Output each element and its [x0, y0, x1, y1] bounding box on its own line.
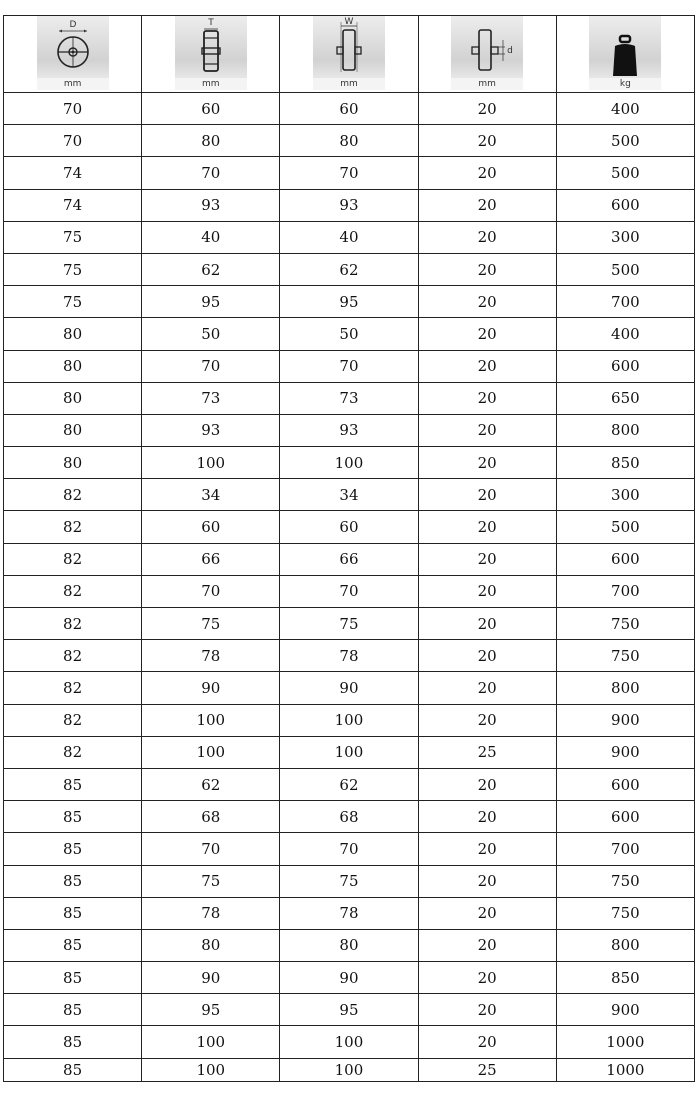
table-row: [4, 929, 695, 961]
svg-text:T: T: [208, 18, 214, 28]
table-row: [4, 93, 695, 125]
diameter-cell: 75: [4, 221, 142, 253]
diameter-cell: 75: [4, 286, 142, 318]
header-axle-diameter: [418, 16, 556, 93]
tread-width-cell: 70: [142, 833, 280, 865]
hub-width-cell: 34: [280, 479, 418, 511]
axle-diameter-cell: 20: [418, 575, 556, 607]
diameter-cell: 70: [4, 93, 142, 125]
tread-width-cell: 60: [142, 511, 280, 543]
table-row: [4, 1026, 695, 1058]
tread-width-cell: 100: [142, 447, 280, 479]
load-cell: 300: [556, 221, 694, 253]
load-cell: 500: [556, 125, 694, 157]
axle-diameter-cell: 20: [418, 543, 556, 575]
tread-width-cell: 60: [142, 93, 280, 125]
load-cell: 600: [556, 543, 694, 575]
axle-diameter-cell: 20: [418, 125, 556, 157]
tread-width-cell: 50: [142, 318, 280, 350]
table-row: [4, 704, 695, 736]
spec-table: [3, 15, 695, 1082]
load-cell: 750: [556, 865, 694, 897]
load-cell: 1000: [556, 1058, 694, 1081]
hub-width-cell: 75: [280, 608, 418, 640]
hub-width-cell: 93: [280, 414, 418, 446]
table-row: [4, 382, 695, 414]
table-row: [4, 768, 695, 800]
diameter-cell: 70: [4, 125, 142, 157]
hub-width-cell: 95: [280, 994, 418, 1026]
diameter-cell: 85: [4, 1026, 142, 1058]
hub-width-cell: 78: [280, 897, 418, 929]
load-cell: 700: [556, 575, 694, 607]
load-cell: 600: [556, 801, 694, 833]
load-cell: 800: [556, 414, 694, 446]
hub-width-cell: 95: [280, 286, 418, 318]
axle-diameter-cell: 20: [418, 640, 556, 672]
axle-diameter-cell: 20: [418, 286, 556, 318]
tread-width-cell: 95: [142, 994, 280, 1026]
table-row: [4, 479, 695, 511]
hub-width-cell: 100: [280, 1058, 418, 1081]
svg-text:d: d: [507, 46, 514, 56]
load-cell: 500: [556, 157, 694, 189]
tread-width-cell: 80: [142, 125, 280, 157]
diameter-cell: 80: [4, 350, 142, 382]
tread-width-cell: 70: [142, 575, 280, 607]
load-cell: 1000: [556, 1026, 694, 1058]
hub-width-cell: 68: [280, 801, 418, 833]
diameter-cell: 85: [4, 929, 142, 961]
diameter-cell: 85: [4, 801, 142, 833]
table-row: [4, 672, 695, 704]
spec-table-header: [4, 16, 695, 93]
header-load: [556, 16, 694, 93]
load-cell: 900: [556, 736, 694, 768]
tread-width-cell: 62: [142, 253, 280, 285]
load-cell: 650: [556, 382, 694, 414]
axle-diameter-cell: 20: [418, 447, 556, 479]
load-cell: 800: [556, 672, 694, 704]
hub-width-cell: 90: [280, 672, 418, 704]
diameter-cell: 85: [4, 897, 142, 929]
tread-width-cell: 70: [142, 157, 280, 189]
diameter-cell: 85: [4, 865, 142, 897]
weight-load-icon: [589, 16, 661, 78]
axle-diameter-cell: 20: [418, 929, 556, 961]
table-row: [4, 736, 695, 768]
axle-diameter-cell: 20: [418, 93, 556, 125]
tread-width-cell: 78: [142, 640, 280, 672]
table-row: [4, 543, 695, 575]
table-row: [4, 286, 695, 318]
unit-label: mm: [175, 78, 247, 90]
axle-diameter-cell: 20: [418, 1026, 556, 1058]
hub-width-cell: 100: [280, 1026, 418, 1058]
hub-width-cell: 62: [280, 253, 418, 285]
axle-diameter-cell: 20: [418, 801, 556, 833]
axle-diameter-cell: 20: [418, 414, 556, 446]
wheel-diameter-icon: [37, 16, 109, 78]
hub-width-cell: 70: [280, 157, 418, 189]
axle-diameter-cell: 20: [418, 994, 556, 1026]
hub-width-cell: 90: [280, 962, 418, 994]
table-row: [4, 157, 695, 189]
axle-diameter-cell: 25: [418, 1058, 556, 1081]
load-cell: 750: [556, 640, 694, 672]
hub-width-cell: 70: [280, 833, 418, 865]
diameter-cell: 74: [4, 189, 142, 221]
load-cell: 850: [556, 962, 694, 994]
diameter-cell: 85: [4, 962, 142, 994]
axle-diameter-cell: 20: [418, 479, 556, 511]
load-cell: 400: [556, 93, 694, 125]
hub-width-cell: 62: [280, 768, 418, 800]
unit-label: kg: [589, 78, 661, 90]
axle-diameter-icon: [451, 16, 523, 78]
load-cell: 600: [556, 189, 694, 221]
axle-diameter-cell: 20: [418, 157, 556, 189]
load-cell: 800: [556, 929, 694, 961]
axle-diameter-cell: 20: [418, 962, 556, 994]
diameter-cell: 80: [4, 318, 142, 350]
tread-width-cell: 95: [142, 286, 280, 318]
header-diameter: [4, 16, 142, 93]
load-cell: 900: [556, 994, 694, 1026]
axle-diameter-cell: 20: [418, 253, 556, 285]
load-cell: 700: [556, 286, 694, 318]
table-row: [4, 640, 695, 672]
wheel-tread-width-icon: [175, 16, 247, 78]
diameter-cell: 85: [4, 994, 142, 1026]
tread-width-cell: 40: [142, 221, 280, 253]
table-row: [4, 189, 695, 221]
hub-width-cell: 70: [280, 350, 418, 382]
load-cell: 400: [556, 318, 694, 350]
diameter-cell: 82: [4, 736, 142, 768]
diameter-cell: 80: [4, 382, 142, 414]
svg-text:W: W: [344, 17, 354, 27]
table-row: [4, 253, 695, 285]
axle-diameter-cell: 20: [418, 897, 556, 929]
header-hub-width: [280, 16, 418, 93]
table-row: [4, 575, 695, 607]
axle-diameter-cell: 20: [418, 382, 556, 414]
load-cell: 700: [556, 833, 694, 865]
hub-width-cell: 80: [280, 929, 418, 961]
table-row: [4, 511, 695, 543]
load-cell: 300: [556, 479, 694, 511]
table-row: [4, 350, 695, 382]
tread-width-cell: 75: [142, 608, 280, 640]
diameter-cell: 82: [4, 511, 142, 543]
tread-width-cell: 93: [142, 189, 280, 221]
table-row: [4, 125, 695, 157]
table-row: [4, 994, 695, 1026]
hub-width-cell: 75: [280, 865, 418, 897]
table-row: [4, 318, 695, 350]
diameter-cell: 80: [4, 447, 142, 479]
diameter-cell: 82: [4, 640, 142, 672]
axle-diameter-cell: 20: [418, 672, 556, 704]
diameter-cell: 85: [4, 833, 142, 865]
tread-width-cell: 66: [142, 543, 280, 575]
table-row: [4, 414, 695, 446]
table-row: [4, 962, 695, 994]
axle-diameter-cell: 20: [418, 221, 556, 253]
header-tread-width: [142, 16, 280, 93]
hub-width-cell: 60: [280, 511, 418, 543]
diameter-cell: 74: [4, 157, 142, 189]
diameter-cell: 82: [4, 704, 142, 736]
diameter-cell: 75: [4, 253, 142, 285]
table-row: [4, 865, 695, 897]
hub-width-cell: 100: [280, 447, 418, 479]
table-row: [4, 221, 695, 253]
axle-diameter-cell: 20: [418, 833, 556, 865]
diameter-cell: 82: [4, 479, 142, 511]
load-cell: 600: [556, 768, 694, 800]
diameter-cell: 82: [4, 575, 142, 607]
unit-label: mm: [313, 78, 385, 90]
tread-width-cell: 100: [142, 736, 280, 768]
hub-width-cell: 78: [280, 640, 418, 672]
axle-diameter-cell: 20: [418, 704, 556, 736]
hub-width-cell: 50: [280, 318, 418, 350]
unit-label: mm: [451, 78, 523, 90]
load-cell: 750: [556, 608, 694, 640]
load-cell: 750: [556, 897, 694, 929]
hub-width-cell: 100: [280, 736, 418, 768]
tread-width-cell: 90: [142, 672, 280, 704]
hub-width-cell: 66: [280, 543, 418, 575]
tread-width-cell: 80: [142, 929, 280, 961]
tread-width-cell: 68: [142, 801, 280, 833]
unit-label: mm: [37, 78, 109, 90]
tread-width-cell: 75: [142, 865, 280, 897]
hub-width-cell: 80: [280, 125, 418, 157]
load-cell: 600: [556, 350, 694, 382]
axle-diameter-cell: 20: [418, 608, 556, 640]
table-row: [4, 1058, 695, 1081]
tread-width-cell: 70: [142, 350, 280, 382]
tread-width-cell: 100: [142, 1026, 280, 1058]
tread-width-cell: 90: [142, 962, 280, 994]
hub-width-cell: 73: [280, 382, 418, 414]
hub-width-cell: 60: [280, 93, 418, 125]
load-cell: 850: [556, 447, 694, 479]
table-row: [4, 447, 695, 479]
table-row: [4, 608, 695, 640]
axle-diameter-cell: 20: [418, 768, 556, 800]
diameter-cell: 80: [4, 414, 142, 446]
tread-width-cell: 100: [142, 704, 280, 736]
tread-width-cell: 100: [142, 1058, 280, 1081]
hub-width-cell: 93: [280, 189, 418, 221]
svg-text:D: D: [69, 20, 77, 30]
axle-diameter-cell: 20: [418, 511, 556, 543]
diameter-cell: 82: [4, 672, 142, 704]
tread-width-cell: 34: [142, 479, 280, 511]
load-cell: 900: [556, 704, 694, 736]
table-row: [4, 897, 695, 929]
hub-width-cell: 40: [280, 221, 418, 253]
wheel-hub-width-icon: [313, 16, 385, 78]
hub-width-cell: 100: [280, 704, 418, 736]
hub-width-cell: 70: [280, 575, 418, 607]
diameter-cell: 82: [4, 543, 142, 575]
diameter-cell: 85: [4, 1058, 142, 1081]
axle-diameter-cell: 20: [418, 865, 556, 897]
load-cell: 500: [556, 511, 694, 543]
axle-diameter-cell: 20: [418, 350, 556, 382]
table-row: [4, 801, 695, 833]
diameter-cell: 82: [4, 608, 142, 640]
spec-table-body: [4, 93, 695, 1082]
tread-width-cell: 93: [142, 414, 280, 446]
load-cell: 500: [556, 253, 694, 285]
tread-width-cell: 62: [142, 768, 280, 800]
axle-diameter-cell: 20: [418, 189, 556, 221]
axle-diameter-cell: 20: [418, 318, 556, 350]
diameter-cell: 85: [4, 768, 142, 800]
tread-width-cell: 78: [142, 897, 280, 929]
tread-width-cell: 73: [142, 382, 280, 414]
axle-diameter-cell: 25: [418, 736, 556, 768]
table-row: [4, 833, 695, 865]
